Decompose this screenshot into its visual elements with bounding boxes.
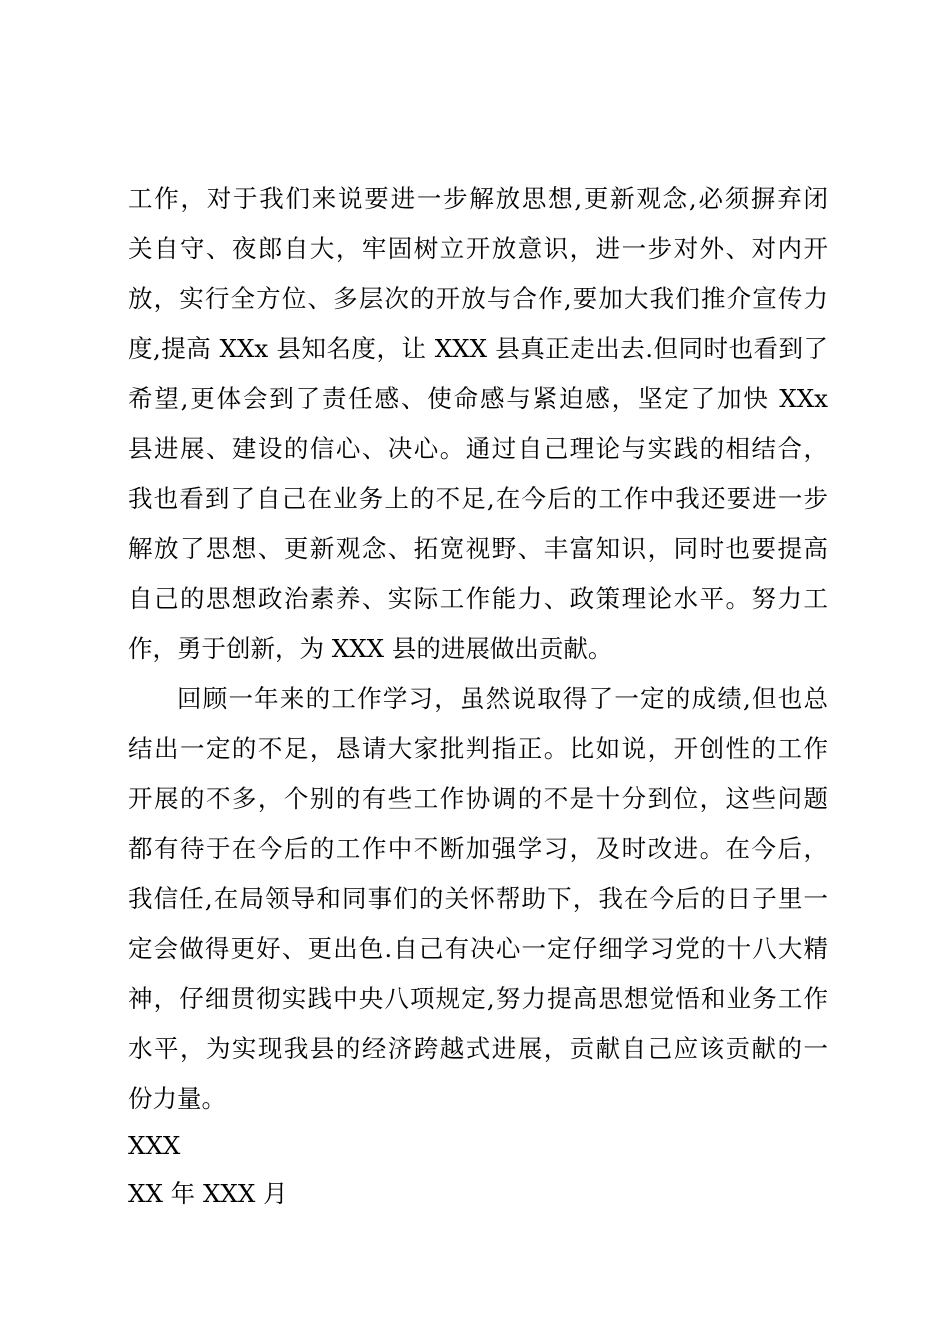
paragraph-2-line: 都有待于在今后的工作中不断加强学习，及时改进。在今后， bbox=[128, 834, 828, 863]
paragraph-1-line: 希望,更体会到了责任感、使命感与紧迫感，坚定了加快 XXx bbox=[128, 384, 828, 413]
paragraph-2-line: 开展的不多，个别的有些工作协调的不是十分到位，这些问题 bbox=[128, 784, 828, 813]
date: XX 年 XXX 月 bbox=[128, 1179, 288, 1208]
paragraph-2-line: 水平，为实现我县的经济跨越式进展，贡献自己应该贡献的一 bbox=[128, 1034, 828, 1063]
paragraph-2-line: 我信任,在局领导和同事们的关怀帮助下，我在今后的日子里一 bbox=[128, 884, 828, 913]
paragraph-1-line: 解放了思想、更新观念、拓宽视野、丰富知识，同时也要提高 bbox=[128, 534, 828, 563]
paragraph-1-line: 作，勇于创新，为 XXX 县的进展做出贡献。 bbox=[128, 634, 613, 663]
paragraph-1-line: 关自守、夜郎自大，牢固树立开放意识，进一步对外、对内开 bbox=[128, 234, 828, 263]
paragraph-2-line: 神，仔细贯彻实践中央八项规定,努力提高思想觉悟和业务工作 bbox=[128, 984, 828, 1013]
paragraph-1-line: 县进展、建设的信心、决心。通过自己理论与实践的相结合， bbox=[128, 434, 828, 463]
paragraph-1-line: 度,提高 XXx 县知名度，让 XXX 县真正走出去.但同时也看到了 bbox=[128, 334, 828, 363]
paragraph-2-line: 结出一定的不足，恳请大家批判指正。比如说，开创性的工作 bbox=[128, 734, 828, 763]
paragraph-1-line: 工作，对于我们来说要进一步解放思想,更新观念,必须摒弃闭 bbox=[128, 184, 828, 213]
paragraph-2-line: 回顾一年来的工作学习，虽然说取得了一定的成绩,但也总 bbox=[177, 684, 828, 713]
signature: XXX bbox=[128, 1131, 181, 1160]
paragraph-1-line: 自己的思想政治素养、实际工作能力、政策理论水平。努力工 bbox=[128, 584, 828, 613]
paragraph-1-line: 我也看到了自己在业务上的不足,在今后的工作中我还要进一步 bbox=[128, 484, 828, 513]
paragraph-2-line: 定会做得更好、更出色.自己有决心一定仔细学习党的十八大精 bbox=[128, 934, 828, 963]
paragraph-1-line: 放，实行全方位、多层次的开放与合作,要加大我们推介宣传力 bbox=[128, 284, 828, 313]
paragraph-2-line: 份力量。 bbox=[128, 1084, 226, 1113]
